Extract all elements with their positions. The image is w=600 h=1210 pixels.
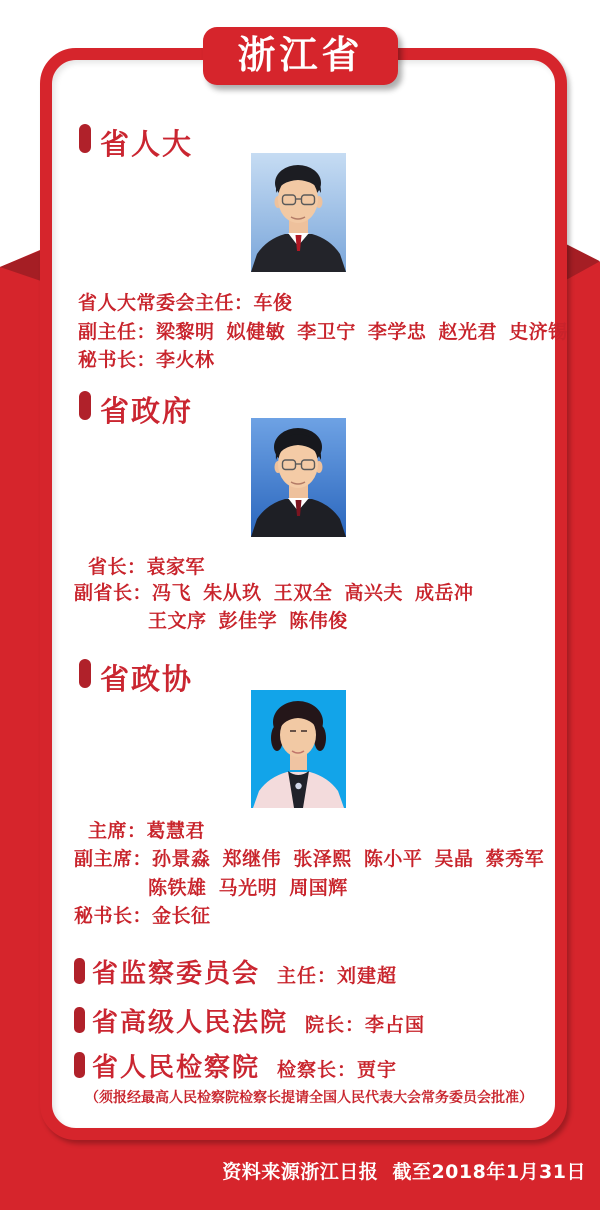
- section-title-renda: 省人大: [100, 127, 194, 161]
- portrait-photo-cppcc-chairwoman: [251, 690, 346, 808]
- org-title: 省高级人民法院: [92, 1008, 289, 1038]
- org-marker-bar: [74, 1052, 85, 1078]
- procuratorate-row: [92, 1047, 397, 1084]
- section-marker-bar: [79, 659, 91, 688]
- section-marker-bar: [79, 391, 91, 420]
- org-title: 省人民检察院: [92, 1053, 261, 1083]
- section-title-zhengfu: 省政府: [100, 394, 194, 428]
- org-role: 主任：刘建超: [277, 965, 398, 987]
- portrait-photo-governor: [251, 418, 346, 537]
- vice-governors-line-1: 副省长：冯飞 朱从玖 王双全 高兴夫 成岳冲: [74, 582, 474, 604]
- cppcc-vice-chairmen-line-1: 副主席：孙景淼 郑继伟 张泽熙 陈小平 吴晶 蔡秀军: [74, 848, 545, 870]
- portrait-photo-npc-chairman: [251, 153, 346, 272]
- npc-secretary-general-line: 秘书长：李火林: [78, 349, 215, 371]
- org-role: 院长：李占国: [305, 1014, 426, 1036]
- section-marker-bar: [79, 124, 91, 153]
- org-role: 检察长：贾宇: [277, 1059, 398, 1081]
- org-marker-bar: [74, 1007, 85, 1033]
- cppcc-vice-chairmen-line-2: 陈铁雄 马光明 周国辉: [148, 877, 348, 899]
- section-title-zhengxie: 省政协: [100, 662, 194, 696]
- npc-vice-chairmen-line: 副主任：梁黎明 姒健敏 李卫宁 李学忠 赵光君 史济锡: [78, 321, 568, 343]
- vice-governors-line-2: 王文序 彭佳学 陈伟俊: [148, 610, 348, 632]
- procuratorate-approval-note: （须报经最高人民检察院检察长提请全国人民代表大会常务委员会批准）: [85, 1090, 533, 1106]
- high-court-row: [92, 1002, 425, 1039]
- cppcc-chairman-line: 主席：葛慧君: [88, 820, 206, 842]
- npc-chairman-line: 省人大常委会主任：车俊: [78, 292, 293, 314]
- governor-line: 省长：袁家军: [88, 556, 206, 578]
- org-title: 省监察委员会: [92, 959, 261, 989]
- province-title-badge: 浙江省: [203, 27, 398, 85]
- data-source-footer: 资料来源浙江日报 截至2018年1月31日: [222, 1161, 586, 1183]
- cppcc-secretary-general-line: 秘书长：金长征: [74, 905, 211, 927]
- supervisory-commission-row: [92, 953, 397, 990]
- org-marker-bar: [74, 958, 85, 984]
